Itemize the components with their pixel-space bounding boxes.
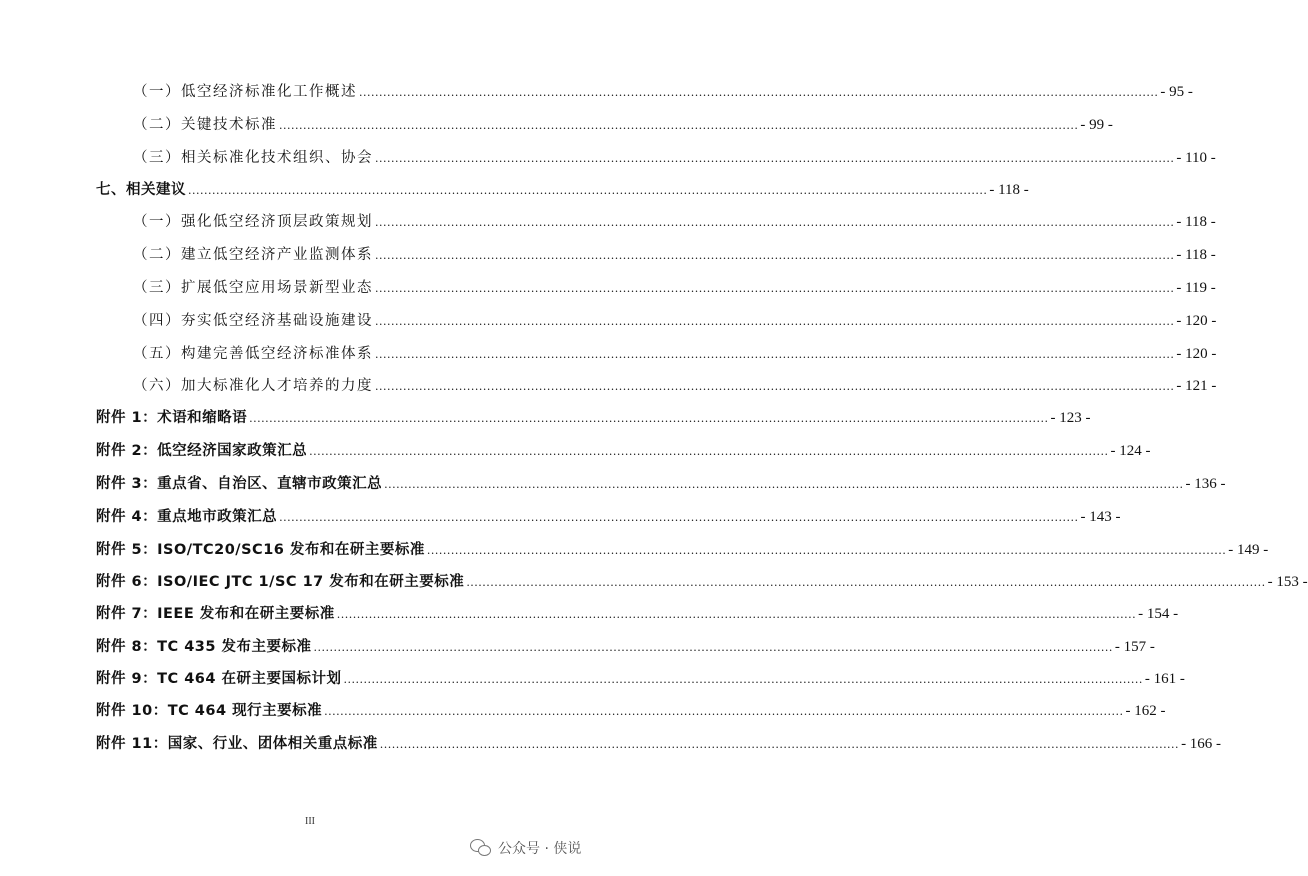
toc-entry-title: 附件 10：TC 464 现行主要标准 [96,703,323,719]
toc-entry-page: - 110 - [1176,150,1216,166]
toc-leader-dots: ........................................................................................................................................................................................................ [309,445,1109,458]
toc-entry-page: - 120 - [1176,346,1217,362]
toc-entry[interactable] [133,82,1193,103]
toc-entry[interactable] [133,115,1113,136]
toc-entry-page: - 149 - [1228,542,1269,558]
toc-entry[interactable] [133,311,1217,332]
toc-entry[interactable] [96,540,1269,561]
toc-entry[interactable] [96,180,1029,201]
toc-entry-title: 附件 7：IEEE 发布和在研主要标准 [96,606,335,622]
toc-entry[interactable] [96,734,1222,755]
toc-entry[interactable] [133,212,1216,233]
toc-leader-dots: ........................................................................................................................................................................................................ [375,380,1175,393]
toc-leader-dots: ........................................................................................................................................................................................................ [343,673,1143,686]
toc-entry-page: - 153 - [1267,574,1308,590]
toc-leader-dots: ........................................................................................................................................................................................................ [336,608,1137,621]
toc-entry[interactable] [96,669,1185,690]
toc-entry-title: 附件 8：TC 435 发布主要标准 [96,639,312,655]
toc-leader-dots: ........................................................................................................................................................................................................ [384,478,1184,491]
toc-entry-title: （二）关键技术标准 [133,117,277,133]
toc-leader-dots: ........................................................................................................................................................................................................ [375,152,1175,165]
toc-entry-page: - 118 - [989,182,1029,198]
toc-entry-title: （三）扩展低空应用场景新型业态 [133,280,373,296]
toc-leader-dots: ........................................................................................................................................................................................................ [359,86,1159,99]
toc-entry-page: - 161 - [1144,671,1185,687]
toc-leader-dots: ........................................................................................................................................................................................................ [466,576,1266,589]
toc-leader-dots: ........................................................................................................................................................................................................ [279,511,1079,524]
toc-leader-dots: ........................................................................................................................................................................................................ [379,738,1180,751]
toc-entry-page: - 119 - [1176,280,1216,296]
toc-leader-dots: ........................................................................................................................................................................................................ [279,119,1079,132]
toc-entry-title: （一）强化低空经济顶层政策规划 [133,214,373,230]
toc-entry-page: - 143 - [1080,509,1121,525]
watermark [470,838,581,858]
toc-entry-title: 附件 3：重点省、自治区、直辖市政策汇总 [96,476,383,492]
toc-entry-page: - 118 - [1176,247,1216,263]
toc-entry-page: - 154 - [1138,606,1179,622]
toc-entry-title: 附件 1：术语和缩略语 [96,410,248,426]
toc-leader-dots: ........................................................................................................................................................................................................ [375,282,1175,295]
toc-entry-page: - 162 - [1125,703,1166,719]
toc-entry[interactable] [96,701,1166,722]
toc-entry-page: - 166 - [1181,736,1222,752]
toc-entry-title: 附件 4：重点地市政策汇总 [96,509,278,525]
toc-leader-dots: ........................................................................................................................................................................................................ [313,641,1113,654]
toc-leader-dots: ........................................................................................................................................................................................................ [426,544,1227,557]
toc-entry-page: - 136 - [1185,476,1226,492]
toc-entry[interactable] [133,278,1216,299]
toc-entry[interactable] [96,408,1091,429]
toc-entry[interactable] [96,572,1308,593]
toc-entry[interactable] [133,148,1216,169]
toc-entry-page: - 118 - [1176,214,1216,230]
toc-entry-page: - 124 - [1110,443,1151,459]
toc-entry-title: 附件 9：TC 464 在研主要国标计划 [96,671,342,687]
toc-entry-page: - 95 - [1160,84,1193,100]
toc-entry-page: - 120 - [1176,313,1217,329]
watermark-text: 公众号 · 侠说 [498,841,582,857]
toc-entry-title: 附件 2：低空经济国家政策汇总 [96,443,308,459]
toc-entry-title: 七、相关建议 [96,182,186,198]
toc-entry-title: （五）构建完善低空经济标准体系 [133,346,373,362]
toc-entry-page: - 157 - [1114,639,1155,655]
toc-entry[interactable] [133,376,1217,397]
toc-leader-dots: ........................................................................................................................................................................................................ [375,315,1175,328]
toc-entry[interactable] [96,604,1179,625]
toc-entry[interactable] [96,474,1226,495]
toc-leader-dots: ........................................................................................................................................................................................................ [188,184,988,197]
toc-entry-title: 附件 5：ISO/TC20/SC16 发布和在研主要标准 [96,542,425,558]
toc-leader-dots: ........................................................................................................................................................................................................ [249,412,1049,425]
toc-leader-dots: ........................................................................................................................................................................................................ [375,249,1175,262]
toc-entry[interactable] [133,344,1217,365]
toc-entry-title: （四）夯实低空经济基础设施建设 [133,313,373,329]
toc-entry-title: （二）建立低空经济产业监测体系 [133,247,373,263]
toc-entry-title: 附件 6：ISO/IEC JTC 1/SC 17 发布和在研主要标准 [96,574,465,590]
toc-entry-page: - 123 - [1050,410,1091,426]
wechat-icon [470,839,492,857]
toc-entry-title: 附件 11：国家、行业、团体相关重点标准 [96,736,378,752]
toc-entry-title: （六）加大标准化人才培养的力度 [133,378,373,394]
toc-entry[interactable] [133,245,1216,266]
toc-entry-page: - 99 - [1080,117,1113,133]
footer-page-number: III [305,816,315,827]
toc-entry[interactable] [96,441,1151,462]
toc-entry-title: （三）相关标准化技术组织、协会 [133,150,373,166]
toc-entry[interactable] [96,637,1155,658]
toc-entry-page: - 121 - [1176,378,1217,394]
toc-leader-dots: ........................................................................................................................................................................................................ [375,216,1175,229]
toc-leader-dots: ........................................................................................................................................................................................................ [375,348,1175,361]
toc-leader-dots: ........................................................................................................................................................................................................ [324,705,1124,718]
toc-entry[interactable] [96,507,1121,528]
toc-entry-title: （一）低空经济标准化工作概述 [133,84,357,100]
